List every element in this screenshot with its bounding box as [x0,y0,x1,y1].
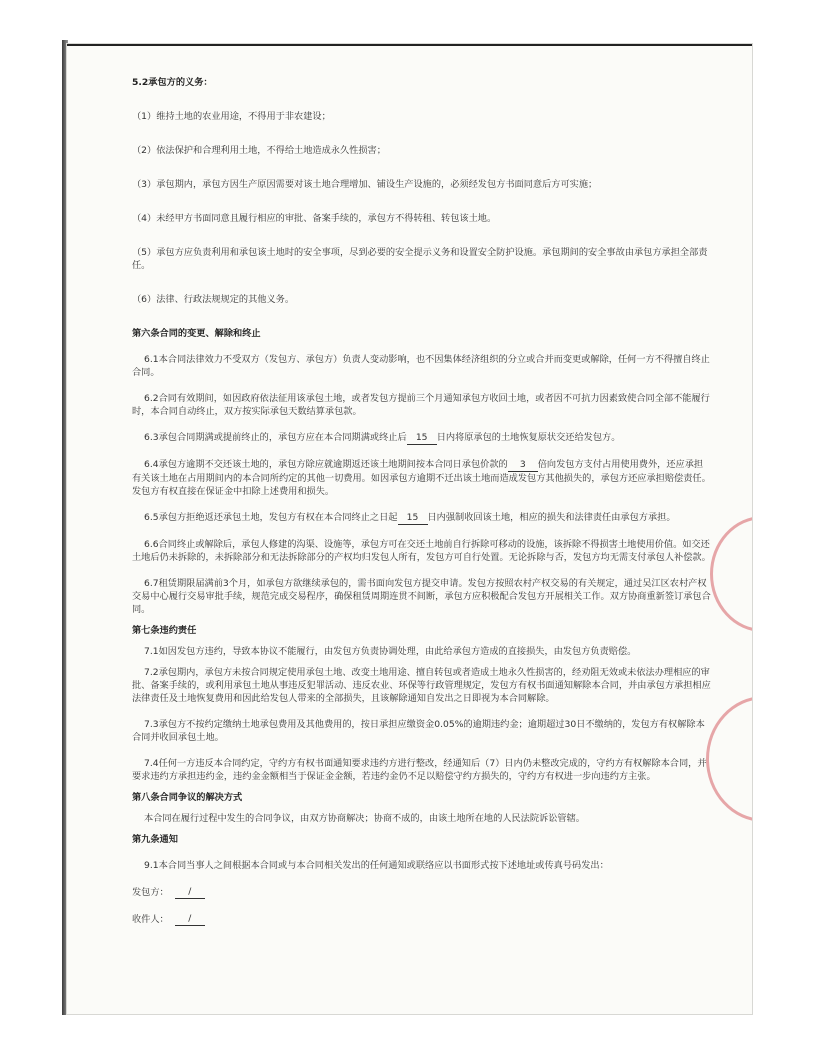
clause-7-3: 7.3承包方不按约定缴纳土地承包费用及其他费用的，按日承担应缴资金0.05%的逾期违约金；逾期超过30日不缴纳的，发包方有权解除本合同并收回承包土地。 [132,719,705,743]
obligation-item-6: （6）法律、行政法规规定的其他义务。 [132,294,295,305]
obligation-item-5: （5）承包方应负责利用和承包该土地时的安全事项，尽到必要的安全提示义务和设置安全防护设施。承包期间的安全事故由承包方承担全部责任。 [132,247,708,271]
obligation-item-2: （2）依法保护和合理利用土地，不得给土地造成永久性损害； [132,145,386,156]
clause-6-5 [132,511,712,525]
clause-6-3-pre: 6.3承包合同期满或提前终止的，承包方应在本合同期满或终止后 [144,432,407,443]
clause-6-3-days: 15 [407,431,437,445]
clause-6-1: 6.1本合同法律效力不受双方（发包方、承包方）负责人变动影响，也不因集体经济组织的分立或合并而变更或解除，任何一方不得擅自终止合同。 [132,354,710,378]
article-6-title: 第六条合同的变更、解除和终止 [132,328,261,339]
recipient-value: / [175,912,205,926]
clause-6-4-multiplier: 3 [508,458,538,472]
red-seal-stamp-lower [706,696,752,822]
section-5-2-title: 5.2承包方的义务： [132,77,213,88]
clause-6-3 [132,431,712,445]
clause-6-3-post: 日内将原承包的土地恢复原状交还给发包方。 [436,432,621,443]
clause-6-6: 6.6合同终止或解除后，承包人修建的沟渠、设施等，承包方可在交还土地前自行拆除可移动的设施，该拆除不得损害土地使用价值。如交还土地后仍未拆除的，未拆除部分和无法拆除部分的产权均归发包人所有，发包方可自行处置。无论拆除与否，发包方均无需支付承包人补偿款。 [132,539,711,563]
notice-recipient-row [132,912,712,926]
article-8-title: 第八条合同争议的解决方式 [132,792,243,803]
party-value: / [175,885,205,899]
clause-6-2: 6.2合同有效期间，如因政府依法征用该承包土地，或者发包方提前三个月通知承包方收回土地，或者因不可抗力因素致使合同全部不能履行时，本合同自动终止，双方按实际承包天数结算承包款。 [132,393,710,417]
article-9-title: 第九条通知 [132,834,178,845]
clause-7-2: 7.2承包期内，承包方未按合同规定使用承包土地、改变土地用途、擅自转包或者造成土地永久性损害的，经劝阻无效或未依法办理相应的审批、备案手续的，或利用承包土地从事违反犯罪活动、违反农业、环保等行政管理规定，发包方有权书面通知解除本合同，并由承包方承担相应法律责任及土地恢复费用和因此给发包人带来的全部损失，且该解除通知自发出之日即视为本合同解除。 [132,667,711,704]
clause-6-7: 6.7租赁期限届满前3个月，如承包方欲继续承包的，需书面向发包方提交申请。发包方按照农村产权交易的有关规定，通过吴江区农村产权交易中心履行交易审批手续，规范完成交易程序，确保租赁周期连贯不间断，承包方应积极配合发包方开展相关工作。双方协商重新签订承包合同。 [132,578,711,615]
red-seal-stamp-upper [710,516,752,632]
clause-6-4 [132,458,712,498]
notice-party-row [132,885,712,899]
clause-9-1: 9.1本合同当事人之间根据本合同或与本合同相关发出的任何通知或联络应以书面形式按下述地址或传真号码发出： [144,860,609,871]
recipient-label: 收件人： [132,914,169,925]
obligation-item-1: （1）维持土地的农业用途，不得用于非农建设； [132,111,331,122]
clause-6-4-post: 倍向发包方支付占用使用费外，还应承担有关该土地在占用期间内的本合同所约定的其他一切费用。如因承包方逾期不迁出该土地而造成发包方其他损失的，承包方还应承担赔偿责任。发包方有权直接在保证金中扣除上述费用和损失。 [132,459,711,497]
obligation-item-4: （4）未经甲方书面同意且履行相应的审批、备案手续的，承包方不得转租、转包该土地。 [132,213,497,224]
clause-6-5-post: 日内强制收回该土地，相应的损失和法律责任由承包方承担。 [427,512,676,523]
clause-7-4: 7.4任何一方违反本合同约定，守约方有权书面通知要求违约方进行整改，经通知后（7）日内仍未整改完成的，守约方有权解除本合同，并要求违约方承担违约金，违约金金额相当于保证金金额，若违约金仍不足以赔偿守约方损失的，守约方有权进一步向违约方主张。 [132,758,707,782]
party-label: 发包方： [132,887,169,898]
clause-6-5-days: 15 [398,511,428,525]
article-8-body: 本合同在履行过程中发生的合同争议，由双方协商解决；协商不成的，由该土地所在地的人民法院诉讼管辖。 [144,813,585,824]
clause-6-5-pre: 6.5承包方拒绝返还承包土地，发包方有权在本合同终止之日起 [144,512,398,523]
document-body [132,76,712,926]
clause-7-1: 7.1如因发包方违约，导致本协议不能履行，由发包方负责协调处理，由此给承包方造成的直接损失，由发包方负责赔偿。 [144,646,637,657]
article-7-title: 第七条违约责任 [132,625,197,636]
clause-6-4-pre: 6.4承包方逾期不交还该土地的，承包方除应就逾期返还该土地期间按本合同日承包价款的 [144,459,508,470]
document-page [67,44,752,1014]
obligation-item-3: （3）承包期内，承包方因生产原因需要对该土地合理增加、铺设生产设施的，必须经发包方书面同意后方可实施； [132,179,598,190]
